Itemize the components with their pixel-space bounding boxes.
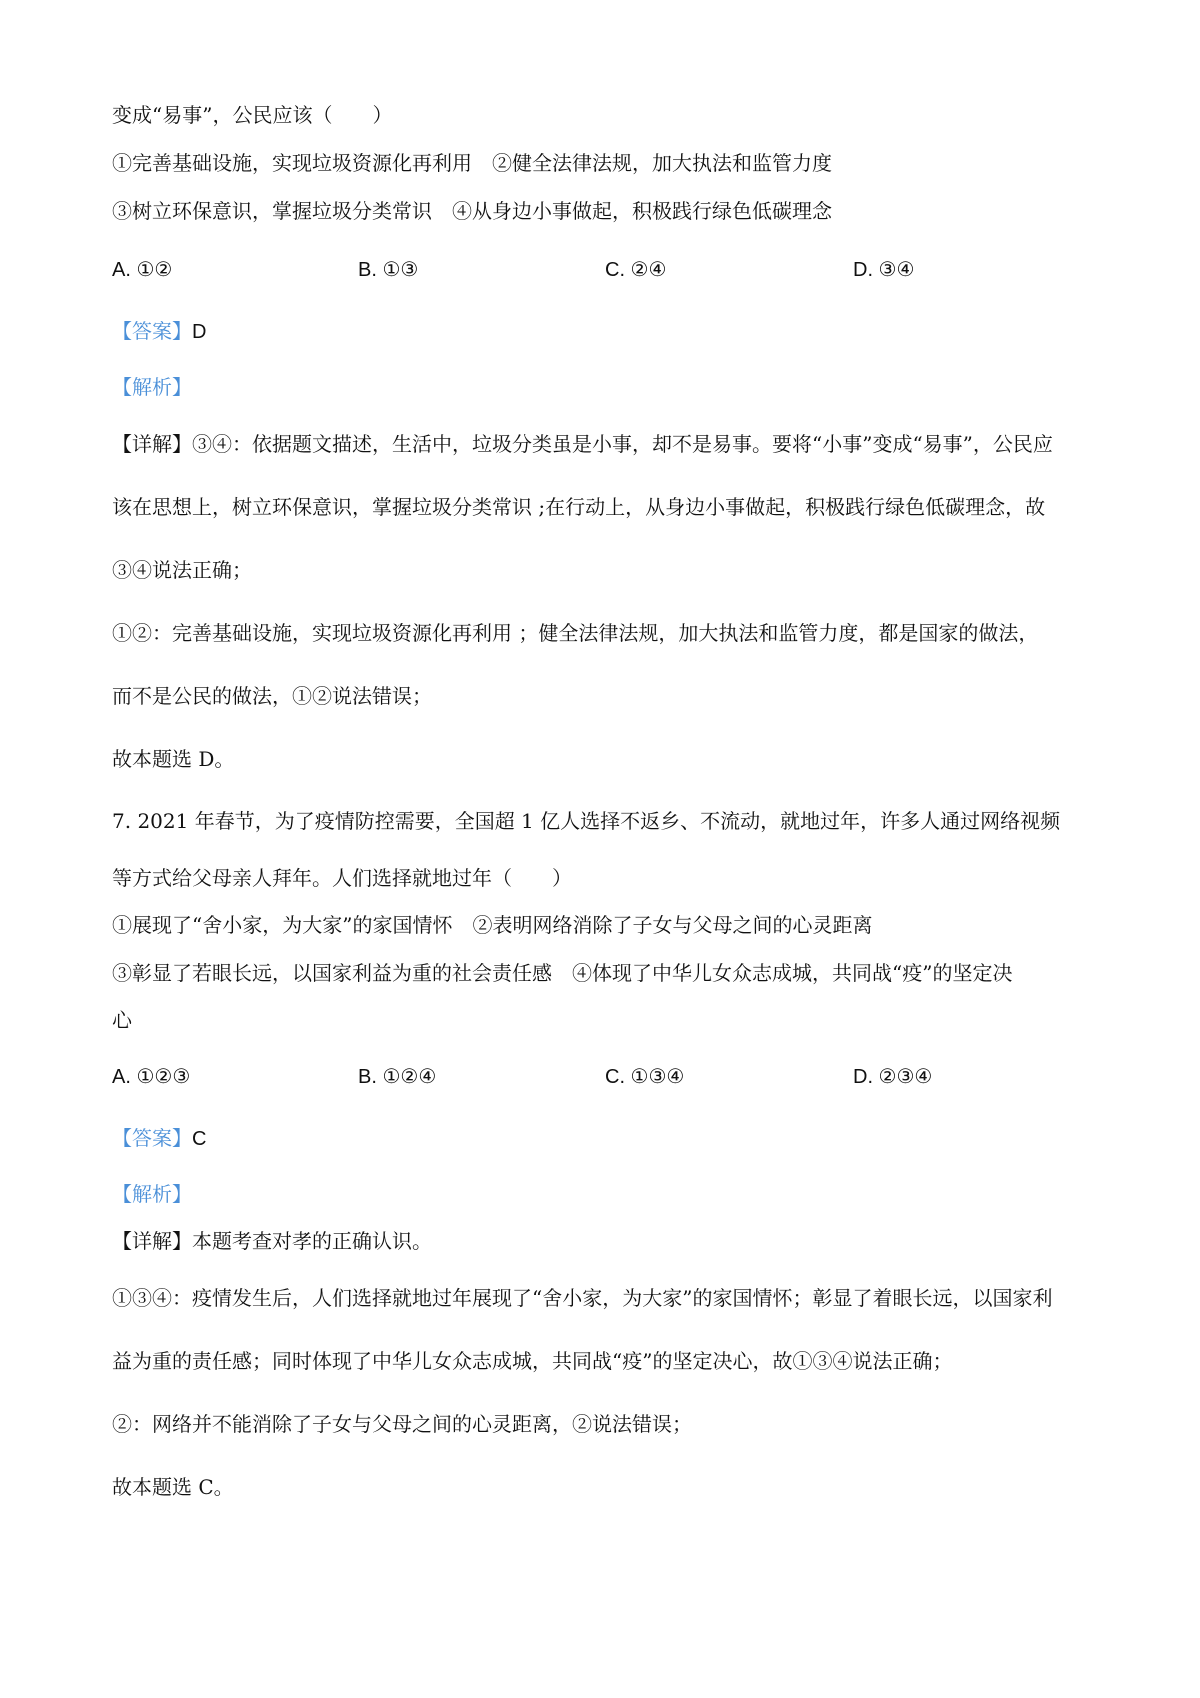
analysis-tag: 【解析】 — [112, 375, 192, 399]
answer-value: C — [192, 1128, 207, 1150]
q6-detail-line: 该在思想上，树立环保意识，掌握垃圾分类常识 ;在行动上，从身边小事做起，积极践行绿色低碳理念，故 — [112, 495, 1046, 519]
q7-option-b[interactable]: B. ①②④ — [358, 1066, 437, 1088]
q6-option-d[interactable]: D. ③④ — [853, 259, 915, 281]
q6-detail-line: 而不是公民的做法，①②说法错误； — [112, 684, 432, 708]
answer-tag: 【答案】 — [112, 319, 192, 343]
q6-option-a[interactable]: A. ①② — [112, 259, 173, 281]
q7-option-a[interactable]: A. ①②③ — [112, 1066, 191, 1088]
q7-option-c[interactable]: C. ①③④ — [605, 1066, 685, 1088]
q7-statement: ①展现了“舍小家，为大家”的家国情怀 ②表明网络消除了子女与父母之间的心灵距离 — [112, 913, 873, 937]
q6-detail-line: ①②：完善基础设施，实现垃圾资源化再利用 ；健全法律法规，加大执法和监管力度，都是国家的做法， — [112, 621, 1039, 645]
q6-stem-tail: 变成“易事”，公民应该（ ） — [112, 103, 393, 127]
q6-answer-line — [112, 318, 206, 345]
q7-conclusion: 故本题选 C。 — [112, 1475, 234, 1499]
q7-statement: 心 — [112, 1008, 132, 1032]
q6-option-b[interactable]: B. ①③ — [358, 259, 419, 281]
q6-statement: ①完善基础设施，实现垃圾资源化再利用 ②健全法律法规，加大执法和监管力度 — [112, 151, 832, 175]
q6-detail-line: ③④说法正确； — [112, 558, 252, 582]
answer-value: D — [192, 321, 207, 343]
q7-answer-line — [112, 1125, 206, 1152]
q7-detail-line: 益为重的责任感；同时体现了中华儿女众志成城，共同战“疫”的坚定决心，故①③④说法正确； — [112, 1349, 953, 1373]
q7-stem-line: 7. 2021 年春节，为了疫情防控需要，全国超 1 亿人选择不返乡、不流动，就地过年，许多人通过网络视频 — [112, 809, 1061, 833]
q7-stem-line: 等方式给父母亲人拜年。人们选择就地过年（ ） — [112, 866, 572, 890]
analysis-tag: 【解析】 — [112, 1182, 192, 1206]
q6-statement: ③树立环保意识，掌握垃圾分类常识 ④从身边小事做起，积极践行绿色低碳理念 — [112, 199, 832, 223]
q6-option-c[interactable]: C. ②④ — [605, 259, 667, 281]
answer-tag: 【答案】 — [112, 1126, 192, 1150]
q7-statement: ③彰显了若眼长远，以国家利益为重的社会责任感 ④体现了中华儿女众志成城，共同战“疫”的坚定决 — [112, 961, 1013, 985]
q7-detail-line: ①③④：疫情发生后，人们选择就地过年展现了“舍小家，为大家”的家国情怀；彰显了着眼长远，以国家利 — [112, 1286, 1053, 1310]
q6-detail-line: 【详解】③④：依据题文描述，生活中，垃圾分类虽是小事，却不是易事。要将“小事”变成“易事”，公民应 — [112, 432, 1053, 456]
q7-option-d[interactable]: D. ②③④ — [853, 1066, 933, 1088]
q7-detail-line: 【详解】本题考查对孝的正确认识。 — [112, 1229, 432, 1253]
q7-detail-line: ②：网络并不能消除了子女与父母之间的心灵距离，②说法错误； — [112, 1412, 692, 1436]
q6-conclusion: 故本题选 D。 — [112, 747, 235, 771]
